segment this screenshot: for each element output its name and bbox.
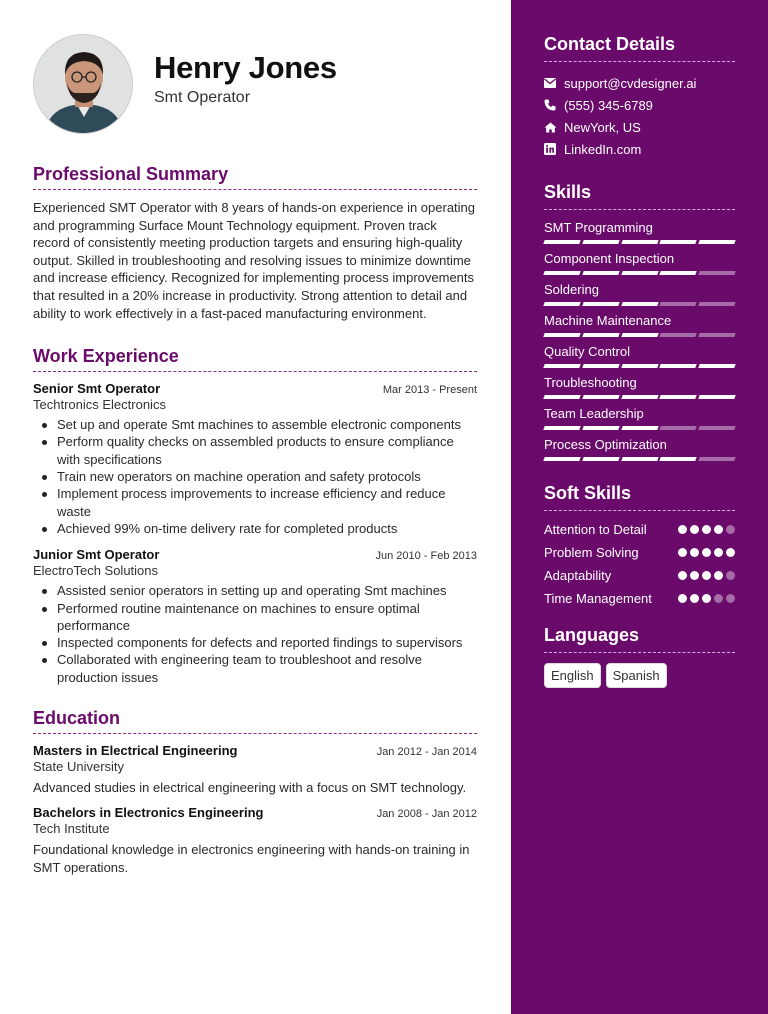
skill-item [544, 437, 735, 461]
skills-heading: Skills [544, 182, 735, 210]
skill-item [544, 406, 735, 430]
skill-level-segment [660, 457, 697, 461]
skill-level-segment [621, 271, 658, 275]
contact-email[interactable] [544, 72, 735, 94]
skill-level-segment [543, 240, 580, 244]
skill-level-bar [544, 271, 735, 275]
skill-name: Component Inspection [544, 251, 675, 266]
soft-skill-item [544, 544, 735, 561]
skill-level-segment [698, 271, 735, 275]
soft-skill-rating [678, 571, 735, 580]
skill-level-segment [582, 426, 619, 430]
list-item: Implement process improvements to increase efficiency and reduce waste [57, 485, 477, 520]
skill-name: Machine Maintenance [544, 313, 672, 328]
soft-skill-name: Problem Solving [544, 545, 639, 560]
job-dates: Jun 2010 - Feb 2013 [375, 550, 477, 563]
job-title: Senior Smt Operator [33, 381, 161, 397]
languages-heading: Languages [544, 625, 735, 653]
rating-dot [678, 548, 687, 557]
skill-level-segment [698, 457, 735, 461]
job-dates: Mar 2013 - Present [382, 384, 477, 397]
skill-item [544, 251, 735, 275]
rating-dot [702, 548, 711, 557]
sidebar [511, 0, 768, 1014]
linkedin-icon [544, 143, 564, 155]
education-description: Foundational knowledge in electronics engineering with hands-on training in SMT operations. [33, 842, 470, 875]
job-bullets [33, 416, 477, 537]
skill-level-segment [660, 333, 697, 337]
education-entry [33, 805, 477, 876]
skill-level-segment [543, 302, 580, 306]
soft-skills-section [544, 483, 735, 607]
skill-level-segment [621, 426, 658, 430]
contact-email-text: support@cvdesigner.ai [564, 75, 697, 91]
rating-dot [714, 571, 723, 580]
skill-item [544, 313, 735, 337]
skill-level-bar [544, 333, 735, 337]
skill-level-segment [543, 364, 580, 368]
skill-level-bar [544, 240, 735, 244]
skill-level-segment [698, 240, 735, 244]
skill-level-segment [660, 426, 697, 430]
contact-location-text: NewYork, US [564, 119, 641, 135]
skill-level-segment [543, 333, 580, 337]
skill-level-segment [582, 395, 619, 399]
contact-location [544, 116, 735, 138]
contact-linkedin-text: LinkedIn.com [564, 141, 642, 157]
rating-dot [726, 571, 735, 580]
rating-dot [702, 571, 711, 580]
job-bullets [33, 582, 477, 686]
list-item: Collaborated with engineering team to troubleshoot and resolve production issues [57, 651, 477, 686]
list-item: Perform quality checks on assembled products to ensure compliance with specifications [57, 433, 477, 468]
skill-level-segment [660, 364, 697, 368]
rating-dot [726, 548, 735, 557]
rating-dot [678, 525, 687, 534]
rating-dot [678, 571, 687, 580]
rating-dot [702, 594, 711, 603]
soft-skill-name: Time Management [544, 591, 652, 606]
skill-level-segment [582, 271, 619, 275]
summary-text: Experienced SMT Operator with 8 years of hands-on experience in operating and programming Surface Mount Technology equipment. Proven track record of consistently meeting production targets and ensuring high-quality output. Skilled in troubleshooting and resolving issues to minimize downtime and increase efficiency. Recognized for implementing process improvements that resulted in a 20% increase in productivity. Strong attention to detail and ability to work effectively in a fast-paced manufacturing environment. [33, 200, 476, 321]
skill-level-segment [621, 302, 658, 306]
education-description: Advanced studies in electrical engineering with a focus on SMT technology. [33, 780, 467, 796]
candidate-name: Henry Jones [154, 50, 337, 85]
skill-level-segment [660, 240, 697, 244]
skill-level-bar [544, 426, 735, 430]
summary-section [33, 164, 477, 322]
skill-level-segment [582, 302, 619, 306]
list-item: Set up and operate Smt machines to assemble electronic components [57, 416, 477, 433]
language-tag: English [544, 663, 601, 688]
list-item: Performed routine maintenance on machines to ensure optimal performance [57, 600, 477, 635]
education-dates: Jan 2008 - Jan 2012 [376, 808, 477, 821]
skill-level-segment [582, 240, 619, 244]
summary-heading: Professional Summary [33, 164, 477, 190]
skill-level-segment [698, 302, 735, 306]
skill-level-segment [621, 395, 658, 399]
skill-level-segment [621, 457, 658, 461]
rating-dot [690, 548, 699, 557]
skill-level-segment [543, 457, 580, 461]
contact-section [544, 34, 735, 160]
skills-section [544, 182, 735, 461]
skill-level-segment [621, 333, 658, 337]
list-item: Inspected components for defects and reported findings to supervisors [57, 634, 477, 651]
skill-level-bar [544, 457, 735, 461]
skill-level-segment [582, 364, 619, 368]
list-item: Assisted senior operators in setting up and operating Smt machines [57, 582, 477, 599]
soft-skill-item [544, 567, 735, 584]
job-entry [33, 547, 477, 686]
home-icon [544, 122, 564, 133]
skill-item [544, 375, 735, 399]
skill-level-segment [582, 333, 619, 337]
skill-item [544, 220, 735, 244]
skill-level-segment [660, 395, 697, 399]
rating-dot [714, 525, 723, 534]
rating-dot [714, 594, 723, 603]
work-section [33, 346, 477, 686]
contact-heading: Contact Details [544, 34, 735, 62]
languages-section [544, 625, 735, 688]
degree-title: Bachelors in Electronics Engineering [33, 805, 264, 821]
skill-level-segment [621, 240, 658, 244]
skill-level-segment [621, 364, 658, 368]
rating-dot [678, 594, 687, 603]
skill-name: Quality Control [544, 344, 630, 359]
skill-name: SMT Programming [544, 220, 653, 235]
skill-level-segment [698, 426, 735, 430]
skill-level-bar [544, 364, 735, 368]
resume-header [33, 0, 477, 160]
work-heading: Work Experience [33, 346, 477, 372]
job-company: ElectroTech Solutions [33, 563, 159, 579]
soft-skill-rating [678, 548, 735, 557]
school-name: State University [33, 759, 125, 775]
skill-name: Soldering [544, 282, 599, 297]
job-entry [33, 381, 477, 537]
skill-level-segment [698, 395, 735, 399]
skill-level-bar [544, 302, 735, 306]
skill-item [544, 344, 735, 368]
soft-skill-name: Attention to Detail [544, 522, 647, 537]
skill-level-segment [582, 457, 619, 461]
education-section [33, 708, 477, 876]
job-company: Techtronics Electronics [33, 397, 166, 413]
skill-level-segment [660, 302, 697, 306]
list-item: Achieved 99% on-time delivery rate for completed products [57, 520, 477, 537]
rating-dot [690, 571, 699, 580]
contact-phone[interactable] [544, 94, 735, 116]
skill-level-bar [544, 395, 735, 399]
skill-level-segment [543, 271, 580, 275]
rating-dot [726, 594, 735, 603]
soft-skill-name: Adaptability [544, 568, 612, 583]
contact-phone-text: (555) 345-6789 [564, 97, 653, 113]
contact-linkedin[interactable] [544, 138, 735, 160]
school-name: Tech Institute [33, 821, 110, 837]
rating-dot [726, 525, 735, 534]
skill-name: Team Leadership [544, 406, 644, 421]
soft-skill-item [544, 590, 735, 607]
soft-skill-item [544, 521, 735, 538]
education-heading: Education [33, 708, 477, 734]
skill-level-segment [543, 426, 580, 430]
list-item: Train new operators on machine operation and safety protocols [57, 468, 477, 485]
rating-dot [714, 548, 723, 557]
skill-level-segment [698, 364, 735, 368]
skill-name: Troubleshooting [544, 375, 637, 390]
rating-dot [690, 525, 699, 534]
skill-level-segment [698, 333, 735, 337]
education-entry [33, 743, 477, 796]
skill-level-segment [660, 271, 697, 275]
education-dates: Jan 2012 - Jan 2014 [376, 746, 477, 759]
degree-title: Masters in Electrical Engineering [33, 743, 238, 759]
soft-skills-heading: Soft Skills [544, 483, 735, 511]
candidate-title: Smt Operator [154, 89, 251, 106]
skill-level-segment [543, 395, 580, 399]
envelope-icon [544, 78, 564, 88]
language-tag: Spanish [606, 663, 667, 688]
rating-dot [702, 525, 711, 534]
soft-skill-rating [678, 525, 735, 534]
phone-icon [544, 99, 564, 111]
rating-dot [690, 594, 699, 603]
soft-skill-rating [678, 594, 735, 603]
skill-name: Process Optimization [544, 437, 667, 452]
skill-item [544, 282, 735, 306]
profile-photo [33, 34, 133, 134]
job-title: Junior Smt Operator [33, 547, 160, 563]
